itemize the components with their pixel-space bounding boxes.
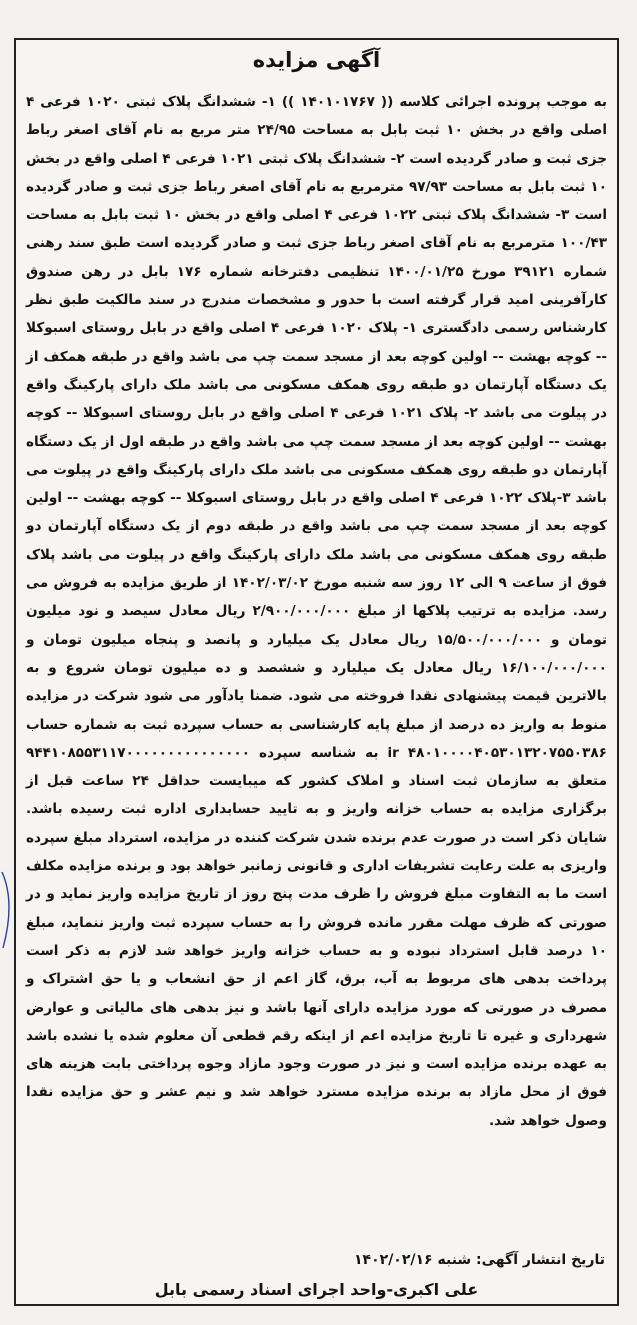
publish-date: تاریخ انتشار آگهی: شنبه ۱۴۰۲/۰۲/۱۶ — [354, 1252, 605, 1268]
notice-frame — [14, 38, 619, 1306]
pen-mark-icon — [0, 870, 14, 950]
notice-body-paragraph: به موجب پرونده اجرائی کلاسه (( ۱۴۰۱۰۱۷۶۷ )) ۱- ششدانگ پلاک ثبتی ۱۰۲۰ فرعی ۴ اصلی واقع در بخش ۱۰ ثبت بابل به مساحت ۲۴/۹۵ متر مربع به نام آقای اصغر رباط جزی ثبت و صادر گردیده است ۲- ششدانگ پلاک ثبتی ۱۰۲۱ فرعی ۴ اصلی واقع در بخش ۱۰ ثبت بابل به مساحت ۹۷/۹۳ مترمربع به نام آقای اصغر رباط جزی ثبت و صادر گردیده است ۳- ششدانگ پلاک ثبتی ۱۰۲۲ فرعی ۴ اصلی واقع در بخش ۱۰ ثبت بابل به مساحت ۱۰۰/۴۳ مترمربع به نام آقای اصغر رباط جزی ثبت و صادر گردیده است طبق سند رهنی شماره ۳۹۱۲۱ مورخ ۱۴۰۰/۰۱/۲۵ تنظیمی دفترخانه شماره ۱۷۶ بابل در رهن صندوق کارآفرینی امید قرار گرفته است با حدور و مشخصات مندرج در سند مالکیت طبق نظر کارشناس رسمی دادگستری ۱- پلاک ۱۰۲۰ فرعی ۴ اصلی واقع در بابل روستای اسبوکلا -- کوچه بهشت -- اولین کوچه بعد از مسجد سمت چپ می باشد واقع در طبقه همکف از یک دستگاه آپارتمان دو طبقه روی همکف مسکونی می باشد ملک دارای پارکینگ واقع در پیلوت می باشد ۲- پلاک ۱۰۲۱ فرعی ۴ اصلی واقع در بابل روستای اسبوکلا -- کوچه بهشت -- اولین کوچه بعد از مسجد سمت چپ می باشد واقع در طبقه اول از یک دستگاه آپارتمان دو طبقه روی همکف مسکونی می باشد ملک دارای پارکینگ واقع در پیلوت می باشد ۳-پلاک ۱۰۲۲ فرعی ۴ اصلی واقع در بابل روستای اسبوکلا -- کوچه بهشت -- اولین کوچه بعد از مسجد سمت چپ می باشد واقع در طبقه دوم از یک دستگاه آپارتمان دو طبقه روی همکف مسکونی می باشد ملک دارای پارکینگ واقع در پیلوت می باشد پلاک فوق از ساعت ۹ الی ۱۲ روز سه شنبه مورخ ۱۴۰۲/۰۳/۰۲ از طریق مزایده به فروش می رسد. مزایده به ترتیب پلاکها از مبلغ ۲/۹۰۰/۰۰۰/۰۰۰ ریال معادل سیصد و نود میلیون تومان و ۱۵/۵۰۰/۰۰۰/۰۰۰ ریال معادل یک میلیارد و پانصد و پنجاه میلیون تومان و ۱۶/۱۰۰/۰۰۰/۰۰۰ ریال معادل یک میلیارد و ششصد و ده میلیون تومان شروع و به بالاترین قیمت پیشنهادی نقدا فروخته می شود. ضمنا یادآور می شود شرکت در مزایده منوط به واریز ده درصد از مبلغ پایه کارشناسی به حساب سپرده ثبت به شماره حساب ir ۴۸۰۱۰۰۰۰۴۰۵۳۰۱۳۲۰۷۵۵۰۳۸۶ به شناسه سپرده ۹۴۴۱۰۸۵۵۳۱۱۷۰۰۰۰۰۰۰۰۰۰۰۰۰۰۰ متعلق به سازمان ثبت اسناد و املاک کشور که میبایست حداقل ۲۴ ساعت قبل از برگزاری مزایده به حساب خزانه واریز و به تایید حسابداری اداره ثبت رسیده باشد. شایان ذکر است در صورت عدم برنده شدن شرکت کننده در مزایده، استرداد مبلغ سپرده واریزی به علت رعایت تشریفات اداری و قانونی زمانبر خواهد بود و برنده مزایده مکلف است ما به التفاوت مبلغ فروش را ظرف مدت پنج روز از تاریخ مزایده واریز نماید و در صورتی که ظرف مهلت مقرر مانده فروش را به حساب سپرده ثبت واریز ننماید، مبلغ ۱۰ درصد قابل استرداد نبوده و به حساب خزانه واریز خواهد شد لازم به ذکر است پرداخت بدهی های مربوط به آب، برق، گاز اعم از حق انشعاب و یا حق اشتراک و مصرف در صورتی که مورد مزایده دارای آنها باشد و نیز بدهی های مالیاتی و عوارض شهرداری و غیره تا تاریخ مزایده اعم از اینکه رقم قطعی آن معلوم شده یا نشده باشد به عهده برنده مزایده است و نیز در صورت وجود مازاد وجوه پرداختی بابت هزینه های فوق از محل مازاد به برنده مزایده مسترد خواهد شد و نیم عشر و حق مزایده نقدا وصول خواهد شد. — [26, 94, 608, 1129]
notice-body — [26, 88, 607, 1135]
notice-title: آگهی مزایده — [252, 48, 381, 72]
signature: علی اکبری-واحد اجرای اسناد رسمی بابل — [154, 1280, 479, 1299]
